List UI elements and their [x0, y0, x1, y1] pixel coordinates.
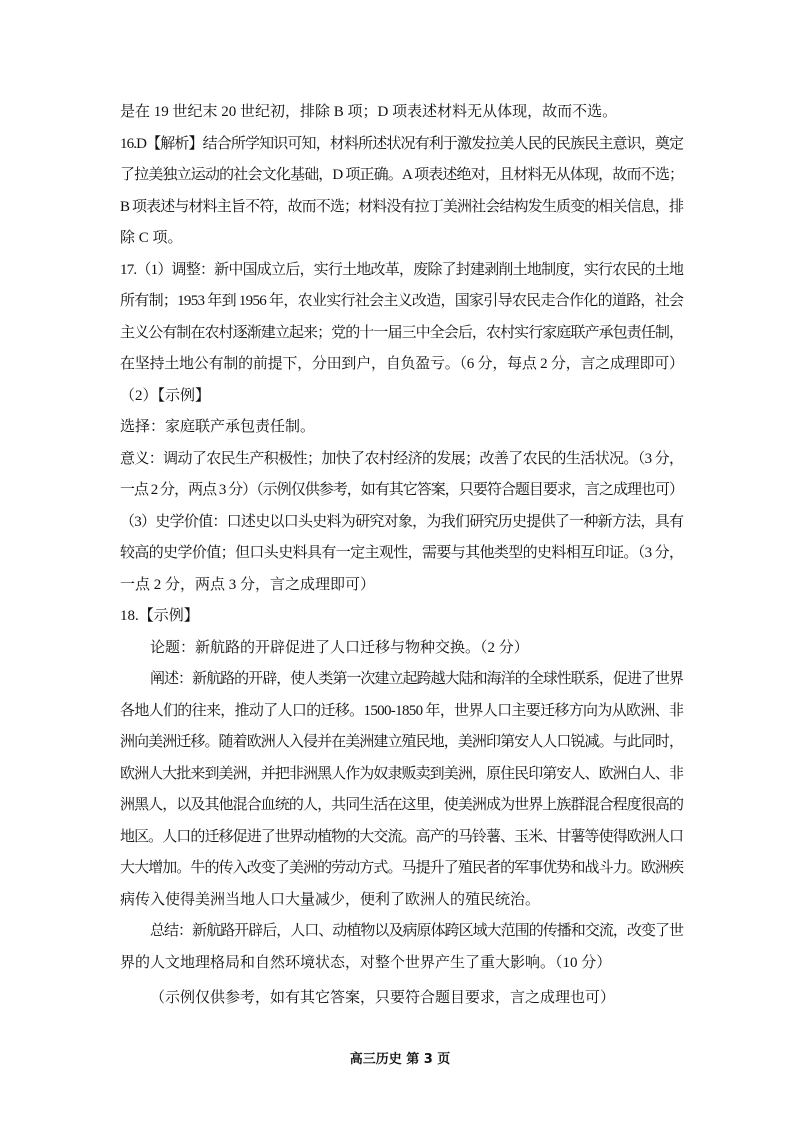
q17-part1-line: 在坚持土地公有制的前提下，分田到户，自负盈亏。（6 分，每点 2 分，言之成理即可）	[120, 356, 684, 372]
q18-elaboration-line: 阐述：新航路的开辟，使人类第一次建立起跨越大陆和海洋的全球性联系，促进了世界	[150, 671, 684, 687]
q18-elaboration-line: 病传入使得美洲当地人口大量减少，便利了欧洲人的殖民统治。	[120, 891, 541, 908]
q18-heading: 18.【示例】	[120, 608, 199, 624]
q18-summary-line: 界的人文地理格局和自然环境状态，对整个世界产生了重大影响。（10 分）	[120, 954, 612, 971]
q18-elaboration-line: 欧洲人大批来到美洲，并把非洲黑人作为奴隶贩卖到美洲，原住民印第安人、欧洲白人、非	[120, 765, 684, 782]
q17-part2-significance-line: 一点 2 分，两点 3 分）（示例仅供参考，如有其它答案，只要符合题目要求，言之成理也可）	[120, 482, 683, 498]
q18-elaboration-line: 洲向美洲迁移。随着欧洲人入侵并在美洲建立殖民地，美洲印第安人人口锐减。与此同时，	[120, 734, 684, 750]
q17-part2-significance-line: 意义：调动了农民生产积极性；加快了农村经济的发展；改善了农民的生活状况。（3 分，	[120, 450, 684, 467]
q17-part3-line: 一点 2 分，两点 3 分，言之成理即可）	[120, 576, 376, 593]
q17-part3-line: （3）史学价值：口述史以口头史料为研究对象，为我们研究历史提供了一种新方法，具有	[120, 513, 684, 530]
q16-line: 16.D【解析】结合所学知识可知，材料所述状况有利于激发拉美人民的民族民主意识，奠定	[120, 135, 684, 152]
q18-elaboration-line: 各地人们的往来，推动了人口的迁移。1500-1850 年，世界人口主要迁移方向为从欧洲、非	[120, 702, 684, 719]
q17-part1-line: 所有制；1953 年到 1956 年，农业实行社会主义改造，国家引导农民走合作化的道路，社会	[120, 293, 684, 309]
q15-tail-line: 是在 19 世纪末 20 世纪初，排除 B 项；D 项表述材料无从体现，故而不选。	[120, 104, 618, 120]
page-footer: 高三历史 第 3 页	[349, 1052, 451, 1067]
q16-line: 除 C 项。	[120, 230, 183, 246]
q17-part3-line: 较高的史学价值；但口头史料具有一定主观性，需要与其他类型的史料相互印证。（3 分，	[120, 545, 684, 561]
q18-elaboration-line: 地区。人口的迁移促进了世界动植物的大交流。高产的马铃薯、玉米、甘薯等使得欧洲人口	[120, 828, 684, 845]
q16-line: 了拉美独立运动的社会文化基础，D 项正确。A 项表述绝对，且材料无从体现，故而不选；	[120, 167, 684, 183]
q18-summary-line: 总结：新航路开辟后，人口、动植物以及病原体跨区域大范围的传播和交流，改变了世	[150, 923, 684, 939]
q17-part1-line: 主义公有制在农村逐渐建立起来；党的十一届三中全会后，农村实行家庭联产承包责任制，	[120, 324, 684, 341]
answer-body	[120, 97, 684, 1015]
q17-part2-choice: 选择：家庭联产承包责任制。	[120, 419, 316, 435]
q18-thesis: 论题：新航路的开辟促进了人口迁移与物种交换。（2 分）	[150, 639, 529, 656]
q17-part1-line: 17.（1）调整：新中国成立后，实行土地改革，废除了封建剥削土地制度，实行农民的土地	[120, 261, 684, 278]
q17-part2-heading: （2）【示例】	[120, 387, 211, 404]
q18-elaboration-line: 洲黑人，以及其他混合血统的人，共同生活在这里，使美洲成为世界上族群混合程度很高的	[120, 797, 684, 813]
q18-note: （示例仅供参考，如有其它答案，只要符合题目要求，言之成理也可）	[150, 990, 616, 1006]
q18-elaboration-line: 大大增加。牛的传入改变了美洲的劳动方式。马提升了殖民者的军事优势和战斗力。欧洲疾	[120, 860, 684, 876]
q16-line: B 项表述与材料主旨不符，故而不选；材料没有拉丁美洲社会结构发生质变的相关信息，排	[120, 198, 684, 215]
